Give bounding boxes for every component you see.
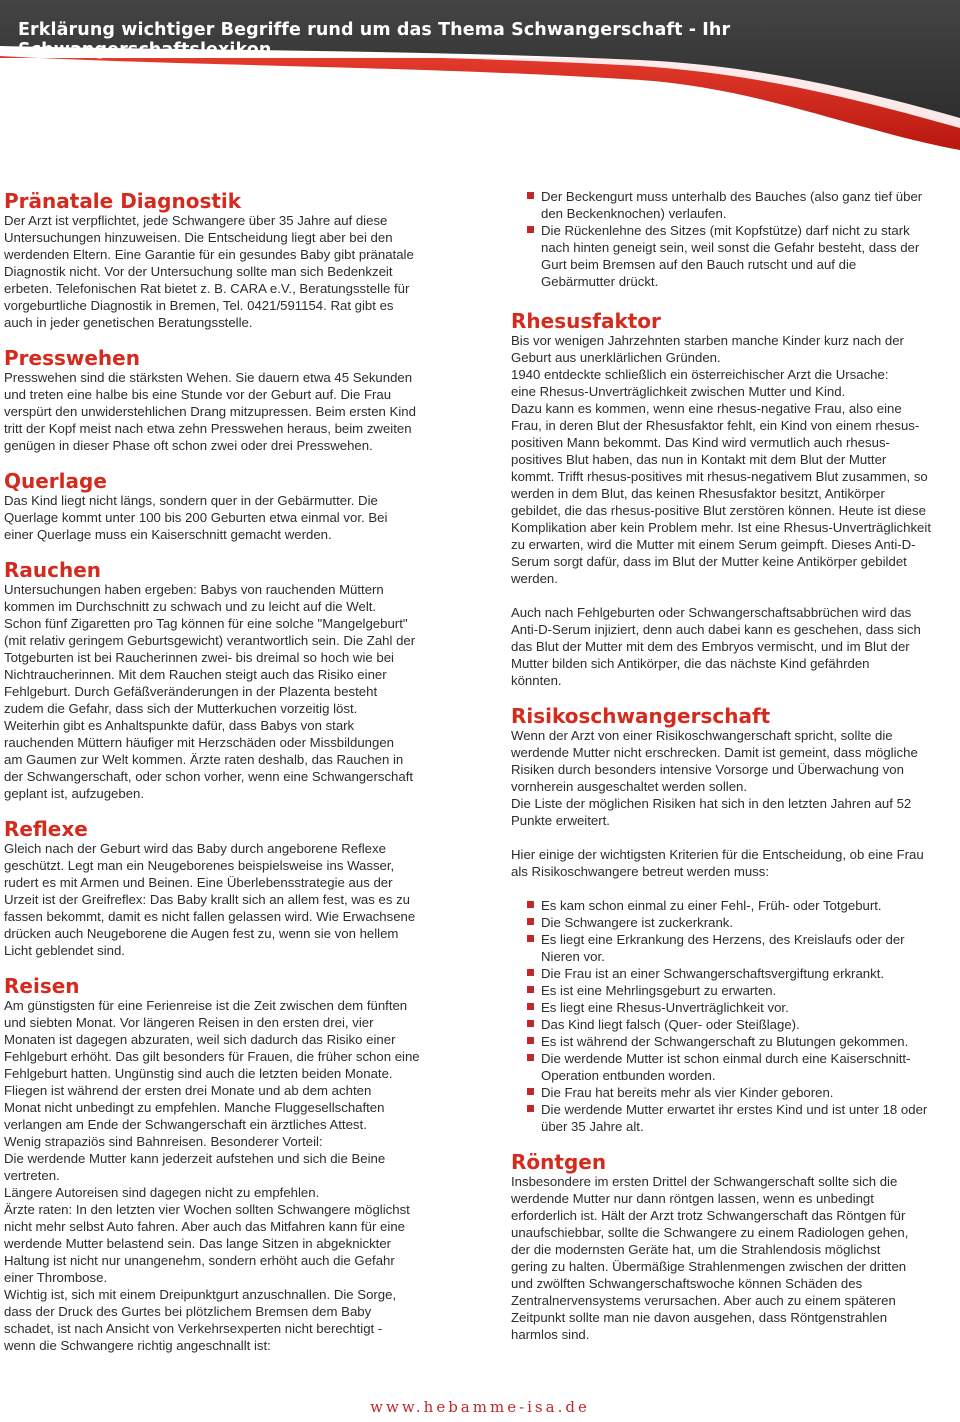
- section-body: [4, 840, 452, 959]
- text-line: Gebärmutter drückt.: [541, 274, 659, 289]
- text-line: am Gaumen zur Welt kommen. Ärzte raten deshalb, das Rauchen in: [4, 752, 404, 767]
- text-line: Fehlgeburt erhöht. Das gilt besonders für Frauen, die früher schon eine: [4, 1049, 420, 1064]
- text-line: erforderlich ist. Hält der Arzt trotz Schwangerschaft das Röntgen für: [511, 1208, 906, 1223]
- text-line: Zeitpunkt sollte man nie davon ausgehen, dass Röntgenstrahlen: [511, 1310, 888, 1325]
- section-querlage: [4, 470, 452, 543]
- text-line: Die werdende Mutter kann jederzeit aufstehen und sich die Beine: [4, 1151, 386, 1166]
- section-body: [511, 1173, 956, 1343]
- section-rhesusfaktor: [511, 310, 956, 689]
- bullet-square-icon: [527, 901, 534, 908]
- text-line: und treten eine halbe bis eine Stunde vor der Geburt auf. Die Frau: [4, 387, 392, 402]
- text-line: Es liegt eine Rhesus-Unverträglichkeit vor.: [541, 1000, 789, 1015]
- text-line: Nichtraucherinnen. Mit dem Rauchen steigt auch das Risiko einer: [4, 667, 387, 682]
- text-line: Insbesondere im ersten Drittel der Schwangerschaft sollte sich die: [511, 1174, 898, 1189]
- text-line: fassen bekommt, damit es nicht fallen gelassen wird. Wie Erwachsene: [4, 909, 416, 924]
- section-body: [511, 332, 956, 689]
- text-line: der Schwangerschaft, oder schon vorher, wenn eine Schwangerschaft: [4, 769, 414, 784]
- text-line: Es kam schon einmal zu einer Fehl-, Früh- oder Totgeburt.: [541, 898, 882, 913]
- text-line: den Beckenknochen) verlaufen.: [541, 206, 727, 221]
- text-line: Presswehen sind die stärksten Wehen. Sie dauern etwa 45 Sekunden: [4, 370, 413, 385]
- text-line: vertreten.: [4, 1168, 60, 1183]
- list-item: [511, 982, 956, 999]
- text-line: Totgeburten ist bei Raucherinnen zwei- bis dreimal so hoch wie bei: [4, 650, 394, 665]
- bullet-square-icon: [527, 1037, 534, 1044]
- list-item: [511, 1033, 956, 1050]
- bullet-square-icon: [527, 1088, 534, 1095]
- text-line: kommt. Trifft rhesus-positives mit rhesus-negativem Blut zusammen, so: [511, 469, 928, 484]
- text-line: nicht mehr selbst Auto fahren. Aber auch das Mitfahren kann für eine: [4, 1219, 405, 1234]
- bullet-square-icon: [527, 192, 534, 199]
- text-line: werdende Mutter nur dann röntgen lassen, wenn es unbedingt: [511, 1191, 874, 1206]
- text-line: Untersuchungen hinzuweisen. Die Entscheidung liegt aber bei den: [4, 230, 393, 245]
- section-body: [4, 581, 452, 802]
- section-heading: Rauchen: [4, 558, 102, 582]
- bullet-square-icon: [527, 1020, 534, 1027]
- text-line: zudem die Gefahr, dass sich der Mutterkuchen vorzeitig löst.: [4, 701, 358, 716]
- text-line: 1940 entdeckte schließlich ein österreichischer Arzt die Ursache:: [511, 367, 889, 382]
- text-line: rudert es mit Armen und Beinen. Eine Überlebensstrategie aus der: [4, 875, 393, 890]
- text-line: Der Beckengurt muss unterhalb des Bauches (also ganz tief über: [541, 189, 923, 204]
- seatbelt-bullet-list: [511, 188, 956, 290]
- text-line: positiven Mann bekommt. Das Kind wird vermutlich auch rhesus-: [511, 435, 890, 450]
- text-line: geplant ist, aufzugeben.: [4, 786, 145, 801]
- text-line: Diagnostik nicht. Vor der Untersuchung sollte man sich Bedenkzeit: [4, 264, 393, 279]
- list-item: [511, 188, 956, 222]
- text-line: verlangen am Ende der Schwangerschaft ein ärztliches Attest.: [4, 1117, 367, 1132]
- text-line: nach hinten geneigt sein, weil sonst die Gefahr besteht, dass der: [541, 240, 920, 255]
- text-line: dass der Druck des Gurtes bei plötzlichem Bremsen dem Baby: [4, 1304, 372, 1319]
- text-line: Punkte erweitert.: [511, 813, 610, 828]
- section-heading: Pränatale Diagnostik: [4, 189, 242, 213]
- text-line: Es ist während der Schwangerschaft zu Blutungen gekommen.: [541, 1034, 909, 1049]
- text-line: Das Kind liegt falsch (Quer- oder Steißlage).: [541, 1017, 800, 1032]
- section-praenatale-diagnostik: [4, 190, 452, 331]
- text-line: Komplikation aber kein Problem mehr. Ist eine Rhesus-Unverträglichkeit: [511, 520, 931, 535]
- section-body: [4, 369, 452, 454]
- bullet-square-icon: [527, 918, 534, 925]
- text-line: Weiterhin gibt es Anhaltspunkte dafür, dass Babys von stark: [4, 718, 355, 733]
- text-line: Die Rückenlehne des Sitzes (mit Kopfstütze) darf nicht zu stark: [541, 223, 910, 238]
- list-item: [511, 999, 956, 1016]
- text-line: der die modernsten Geräte hat, um die Strahlendosis möglichst: [511, 1242, 881, 1257]
- text-line: Fehlgeburt. Durch Gefäßveränderungen in der Plazenta besteht: [4, 684, 378, 699]
- list-item: [511, 1084, 956, 1101]
- text-line: Die Liste der möglichen Risiken hat sich in den letzten Jahren auf 52: [511, 796, 912, 811]
- text-line: schadet, ist nach Ansicht von Verkehrsexperten nicht berechtigt -: [4, 1321, 383, 1336]
- section-body: [511, 727, 956, 897]
- section-body: [4, 997, 452, 1354]
- text-line: positives Blut haben, das nun in Kontakt mit dem Blut der Mutter: [511, 452, 887, 467]
- text-line: kommen im Durchschnitt zu schwach und zu leicht auf die Welt.: [4, 599, 377, 614]
- risk-criteria-list: [511, 897, 956, 1135]
- text-line: zu erwarten, wird die Mutter mit einem Serum geimpft. Dieses Anti-D-: [511, 537, 916, 552]
- text-line: Hier einige der wichtigsten Kriterien für die Entscheidung, ob eine Frau: [511, 847, 924, 862]
- text-line: einer Querlage muss ein Kaiserschnitt gemacht werden.: [4, 527, 332, 542]
- text-line: Gleich nach der Geburt wird das Baby durch angeborene Reflexe: [4, 841, 386, 856]
- right-column: [511, 188, 956, 1343]
- text-line: Längere Autoreisen sind dagegen nicht zu empfehlen.: [4, 1185, 320, 1200]
- left-column: [4, 190, 452, 1354]
- section-heading: Reflexe: [4, 817, 88, 841]
- text-line: vornherein ausgeschaltet werden sollen.: [511, 779, 748, 794]
- text-line: Der Arzt ist verpflichtet, jede Schwangere über 35 Jahre auf diese: [4, 213, 388, 228]
- list-item: [511, 1050, 956, 1084]
- text-line: Mutter bilden sich Antikörper, die das nächste Kind gefährden: [511, 656, 870, 671]
- text-line: über 35 Jahre alt.: [541, 1119, 644, 1134]
- text-line: Die Schwangere ist zuckerkrank.: [541, 915, 734, 930]
- section-heading: Querlage: [4, 469, 107, 493]
- text-line: Fliegen ist während der ersten drei Monate und ab dem achten: [4, 1083, 372, 1098]
- section-risikoschwangerschaft: [511, 705, 956, 1135]
- text-line: Fehlgeburt hatten. Ungünstig sind auch die letzten beiden Monate.: [4, 1066, 393, 1081]
- text-line: Licht geblendet sind.: [4, 943, 125, 958]
- text-line: Wichtig ist, sich mit einem Dreipunktgurt anzuschnallen. Die Sorge,: [4, 1287, 397, 1302]
- text-line: werdende Mutter nicht erschrecken. Damit ist gemeint, dass mögliche: [511, 745, 918, 760]
- text-line: werden in dem Blut, das keinen Rhesusfaktor besitzt, Antikörper: [511, 486, 885, 501]
- text-line: Das Kind liegt nicht längs, sondern quer in der Gebärmutter. Die: [4, 493, 378, 508]
- text-line: Ärzte raten: In den letzten vier Wochen sollten Schwangere möglichst: [4, 1202, 410, 1217]
- bullet-square-icon: [527, 226, 534, 233]
- text-line: einer Thrombose.: [4, 1270, 108, 1285]
- bullet-square-icon: [527, 935, 534, 942]
- text-line: Operation entbunden worden.: [541, 1068, 716, 1083]
- text-line: Monat nicht unbedingt zu empfehlen. Manche Fluggesellschaften: [4, 1100, 385, 1115]
- text-line: Die werdende Mutter erwartet ihr erstes Kind und ist unter 18 oder: [541, 1102, 928, 1117]
- bullet-square-icon: [527, 986, 534, 993]
- text-line: geschützt. Legt man ein Neugeborenes beispielsweise ins Wasser,: [4, 858, 395, 873]
- text-line: Bis vor wenigen Jahrzehnten starben manche Kinder kurz nach der: [511, 333, 904, 348]
- list-item: [511, 965, 956, 982]
- text-line: Gurt beim Bremsen auf den Bauch rutscht und auf die: [541, 257, 857, 272]
- section-rauchen: [4, 559, 452, 802]
- text-line: werdenden Eltern. Eine Garantie für ein gesundes Baby gibt pränatale: [4, 247, 414, 262]
- text-line: tritt der Kopf meist nach etwa zehn Presswehen heraus, beim zweiten: [4, 421, 412, 436]
- list-item: [511, 1101, 956, 1135]
- text-line: Urzeit ist der Greifreflex: Das Baby krallt sich an allem fest, was es zu: [4, 892, 411, 907]
- text-line: unaufschiebbar, sollte die Schwangere zu einem Radiologen gehen,: [511, 1225, 909, 1240]
- text-line: Haltung ist nicht nur unangenehm, sondern erhöht auch die Gefahr: [4, 1253, 395, 1268]
- page-title: Erklärung wichtiger Begriffe rund um das Thema Schwangerschaft - Ihr Schwangerschaftslexikon.: [18, 20, 731, 60]
- text-line: vorgeburtliche Diagnostik in Bremen, Tel. 0421/591154. Rat gibt es: [4, 298, 394, 313]
- text-line: auch in jeder genetischen Beratungsstelle.: [4, 315, 253, 330]
- text-line: Auch nach Fehlgeburten oder Schwangerschaftsabbrüchen wird das: [511, 605, 912, 620]
- text-line: Nieren vor.: [541, 949, 605, 964]
- text-line: verspürt den unwiderstehlichen Drang mitzupressen. Beim ersten Kind: [4, 404, 416, 419]
- section-roentgen: [511, 1151, 956, 1343]
- section-body: [4, 212, 452, 331]
- section-reflexe: [4, 818, 452, 959]
- text-line: als Risikoschwangere betreut werden muss:: [511, 864, 770, 879]
- text-line: eine Rhesus-Unverträglichkeit zwischen Mutter und Kind.: [511, 384, 846, 399]
- bullet-square-icon: [527, 1054, 534, 1061]
- text-line: Am günstigsten für eine Ferienreise ist die Zeit zwischen dem fünften: [4, 998, 408, 1013]
- text-line: Die Frau ist an einer Schwangerschaftsvergiftung erkrankt.: [541, 966, 885, 981]
- text-line: Frau, in deren Blut der Rhesusfaktor fehlt, ein Kind von einem rhesus-: [511, 418, 920, 433]
- text-line: das Blut der Mutter mit dem des Embryos vermischt, und im Blut der: [511, 639, 910, 654]
- text-line: Die Frau hat bereits mehr als vier Kinder geboren.: [541, 1085, 834, 1100]
- section-reisen: [4, 975, 452, 1354]
- text-line: und zwölften Schwangerschaftswoche können Schäden des: [511, 1276, 863, 1291]
- section-heading: Presswehen: [4, 346, 140, 370]
- text-line: wenn die Schwangere richtig angeschnallt ist:: [4, 1338, 271, 1353]
- bullet-square-icon: [527, 1003, 534, 1010]
- text-line: Geburt aus unerklärlichen Gründen.: [511, 350, 721, 365]
- list-item: [511, 914, 956, 931]
- section-heading: Rhesusfaktor: [511, 309, 661, 333]
- list-item: [511, 931, 956, 965]
- bullet-square-icon: [527, 1105, 534, 1112]
- section-heading: Risikoschwangerschaft: [511, 704, 771, 728]
- text-line: und siebten Monat. Vor längeren Reisen in den ersten drei, vier: [4, 1015, 374, 1030]
- text-line: Schon fünf Zigaretten pro Tag können für eine solche "Mangelgeburt": [4, 616, 408, 631]
- text-line: drücken auch Neugeborene die Augen fest zu, wenn sie von hellem: [4, 926, 399, 941]
- footer-url[interactable]: www.hebamme-isa.de: [370, 1398, 590, 1416]
- text-line: Serum sorgt dafür, dass im Blut der Mutter keine Antikörper gebildet: [511, 554, 907, 569]
- section-heading: Reisen: [4, 974, 80, 998]
- text-line: Es ist eine Mehrlingsgeburt zu erwarten.: [541, 983, 777, 998]
- text-line: Es liegt eine Erkrankung des Herzens, des Kreislaufs oder der: [541, 932, 905, 947]
- list-item: [511, 1016, 956, 1033]
- section-heading: Röntgen: [511, 1150, 607, 1174]
- text-line: Monaten ist dagegen abzuraten, weil sich dadurch das Risiko einer: [4, 1032, 396, 1047]
- header-banner: [0, 0, 960, 162]
- list-item: [511, 897, 956, 914]
- list-item: [511, 222, 956, 290]
- text-line: werdende Mutter belastend sein. Das lange Sitzen in abgeknickter: [4, 1236, 392, 1251]
- text-line: Wenn der Arzt von einer Risikoschwangerschaft spricht, sollte die: [511, 728, 893, 743]
- text-line: Querlage kommt unter 100 bis 200 Geburten etwa einmal vor. Bei: [4, 510, 388, 525]
- text-line: Risiken durch besonders intensive Vorsorge und Überwachung von: [511, 762, 904, 777]
- bullet-square-icon: [527, 969, 534, 976]
- text-line: gering zu halten. Übermäßige Strahlenmengen zwischen der dritten: [511, 1259, 907, 1274]
- text-line: werden.: [511, 571, 558, 586]
- text-line: genügen in dieser Phase oft schon zwei oder drei Presswehen.: [4, 438, 373, 453]
- section-presswehen: [4, 347, 452, 454]
- text-line: Dazu kann es kommen, wenn eine rhesus-negative Frau, also eine: [511, 401, 902, 416]
- text-line: Anti-D-Serum injiziert, denn auch dabei kann es geschehen, dass sich: [511, 622, 921, 637]
- text-line: Wenig strapaziös sind Bahnreisen. Besonderer Vorteil:: [4, 1134, 323, 1149]
- text-line: Untersuchungen haben ergeben: Babys von rauchenden Müttern: [4, 582, 384, 597]
- text-line: Die werdende Mutter ist schon einmal durch eine Kaiserschnitt-: [541, 1051, 911, 1066]
- text-line: (mit relativ geringem Geburtsgewicht) verantwortlich sein. Die Zahl der: [4, 633, 416, 648]
- text-line: erbeten. Telefonischen Rat bietet z. B. CARA e.V., Beratungsstelle für: [4, 281, 410, 296]
- text-line: Zentralnervensystems verursachen. Aber auch zu einem späteren: [511, 1293, 896, 1308]
- text-line: harmlos sind.: [511, 1327, 590, 1342]
- text-line: rauchenden Müttern häufiger mit Herzschäden oder Missbildungen: [4, 735, 394, 750]
- section-body: [4, 492, 452, 543]
- text-line: gebildet, die das rhesus-positive Blut zerstören können. Heute ist diese: [511, 503, 926, 518]
- text-line: könnten.: [511, 673, 562, 688]
